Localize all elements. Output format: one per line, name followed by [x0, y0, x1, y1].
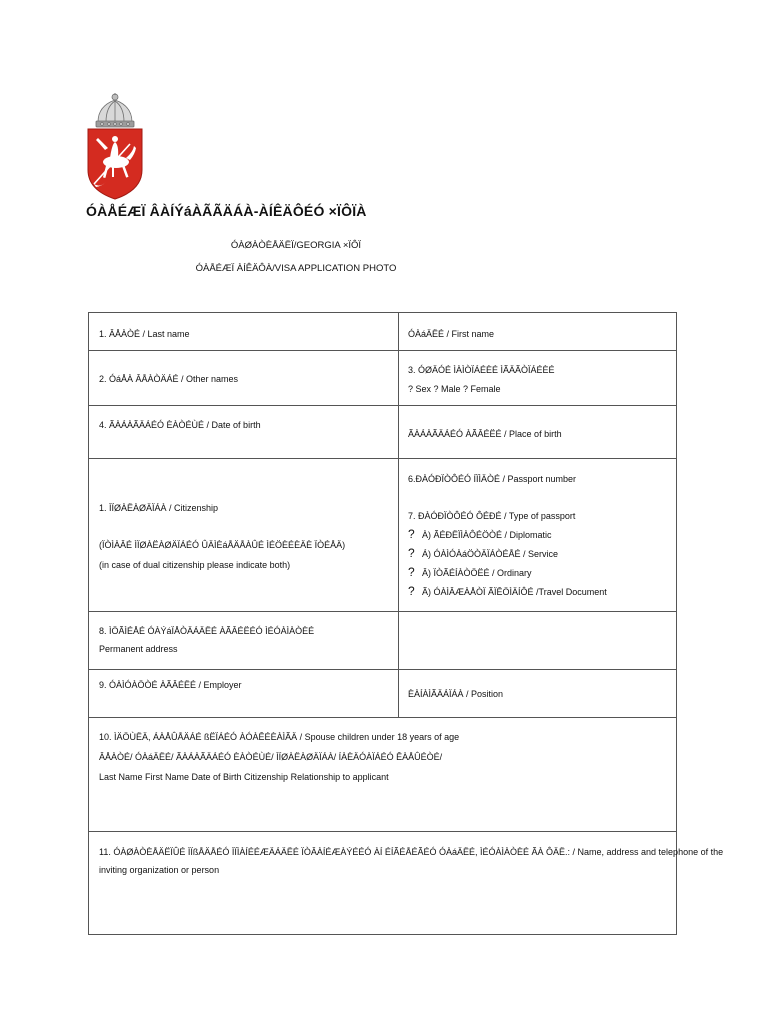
inviting-organization-field[interactable]: inviting organization or person — [99, 865, 220, 875]
employer-field[interactable]: 9. ÓÀÌÓÀÖÒÉ ÀÃÂÉËÉ / Employer — [99, 680, 242, 690]
column-divider — [398, 313, 399, 717]
checkbox-icon[interactable]: ? — [408, 527, 415, 541]
position-field[interactable]: ÈÀÍÀÌÃÄÁÏÁÀ / Position — [408, 689, 504, 699]
row-divider — [89, 717, 676, 718]
row-divider — [89, 350, 676, 351]
permanent-address-label: 8. ÌÖÃÌÉÅÉ ÓÀÝáÏÅÒÄÁÄËÉ ÀÃÂÉËÉÓ ÌÉÓÀÌÀÒÈÉ — [99, 626, 315, 636]
form-subtitle: ÓÀÅÉÆÏ ÀÍÊÄÔÀ/VISA APPLICATION PHOTO — [195, 263, 397, 274]
spouse-children-field[interactable]: Last Name First Name Date of Birth Citizenship Relationship to applicant — [99, 772, 389, 782]
checkbox-icon[interactable]: ? — [408, 584, 415, 598]
row-divider — [89, 669, 676, 670]
option-label: Á) ÓÀÌÓÀáÖÒÄÏÁÒÉÅÉ / Service — [422, 549, 559, 559]
crown-icon — [96, 93, 134, 127]
visa-application-form — [88, 312, 724, 935]
passport-number-field[interactable]: 6.ÐÀÓÐÏÒÔÉÓ ÍÏÌÄÒÉ / Passport number — [408, 474, 577, 484]
option-label: À) ÃÉÐËÏÌÀÔÉÖÒÉ / Diplomatic — [422, 530, 552, 540]
passport-type-ordinary[interactable] — [408, 565, 532, 579]
passport-type-service[interactable] — [408, 546, 558, 560]
last-name-field[interactable]: 1. ÂÅÀÒÉ / Last name — [99, 329, 190, 339]
document-title: ÓÀÅÉÆÏ ÂÀÍÝáÀÃÃÄÁÀ-ÀÍÊÄÔÉÓ ×ÏÔÏÀ — [86, 203, 367, 219]
row-divider — [89, 405, 676, 406]
spouse-children-label: 10. ÌÄÖÙËÄ, ÁÀÅÛÅÄÁÉ ßËÏÁÉÓ ÀÓÀÊÉÈÀÌÃÄ / Spouse children under 18 years of age — [99, 732, 460, 742]
date-of-birth-field[interactable]: 4. ÃÀÁÀÃÄÁÉÓ ÈÀÒÉÙÉ / Date of birth — [99, 420, 261, 430]
checkbox-icon[interactable]: ? — [408, 565, 415, 579]
checkbox-icon[interactable]: ? — [408, 546, 415, 560]
option-label: Ã) ÓÀÌÂÆÀÅÒÏ ÃÏÊÖÌÄÍÔÉ /Travel Document — [422, 587, 607, 597]
row-divider — [89, 611, 676, 612]
inviting-organization-label: 11. ÓÀØÀÒÈÅÄËÏÛÉ ÌÏßÅÄÅÉÓ ÌÏÌÀÍÉÉÆÄÁÄËÉ ÏÒÂÀÍÉÆÀÝÉÉÓ ÀÍ ÉÍÃÉÅÉÃÉÓ ÓÀáÄËÉ, ÌÉÓÀÌÀÒÈÉ ÃÀ ÔÄË.: / Name, address and telephone of the — [99, 847, 724, 857]
permanent-address-field[interactable]: Permanent address — [99, 644, 178, 654]
citizenship-field[interactable]: 1. ÌÏØÀËÀØÄÏÁÀ / Citizenship — [99, 503, 219, 513]
sex-label: 3. ÓØÄÓÉ ÌÀÌÒÏÁÉÈÉ ÌÃÄÃÒÏÁÉÈÉ — [408, 365, 555, 375]
passport-type-travel-document[interactable] — [408, 584, 607, 598]
row-divider — [89, 458, 676, 459]
row-divider — [89, 831, 676, 832]
first-name-field[interactable]: ÓÀáÄËÉ / First name — [408, 329, 495, 339]
passport-type-diplomatic[interactable] — [408, 527, 552, 541]
spouse-fields-ka: ÂÅÀÒÉ/ ÓÀáÄËÉ/ ÃÀÁÀÃÄÁÉÓ ÈÀÒÉÙÉ/ ÌÏØÀËÀØÄÏÁÀ/ ÍÀÈÄÓÀÏÁÉÓ ÊÀÅÛÉÒÉ/ — [99, 752, 443, 762]
passport-type-label: 7. ÐÀÓÐÏÒÔÉÓ ÔÉÐÉ / Type of passport — [408, 511, 576, 521]
georgia-coat-of-arms-emblem — [84, 92, 146, 200]
country-subtitle: ÓÀØÀÒÈÅÄËÏ/GEORGIA ×ÏÔÏ — [230, 240, 362, 251]
sex-options[interactable]: ? Sex ? Male ? Female — [408, 384, 501, 394]
option-label: Â) ÏÒÃÉÍÀÒÖËÉ / Ordinary — [422, 568, 532, 578]
dual-citizenship-note-en: (in case of dual citizenship please indicate both) — [99, 560, 291, 570]
dual-citizenship-note-ka: (ÏÒÌÀÂÉ ÌÏØÀËÀØÄÏÁÉÓ ÛÄÌÈáÅÄÅÀÛÉ ÌÉÖÈÉÈÄÈ ÏÒÉÅÄ) — [99, 540, 346, 550]
place-of-birth-field[interactable]: ÃÀÁÀÃÄÁÉÓ ÀÃÂÉËÉ / Place of birth — [408, 429, 562, 439]
other-names-field[interactable]: 2. ÓáÅÀ ÂÅÀÒÄÁÉ / Other names — [99, 374, 239, 384]
